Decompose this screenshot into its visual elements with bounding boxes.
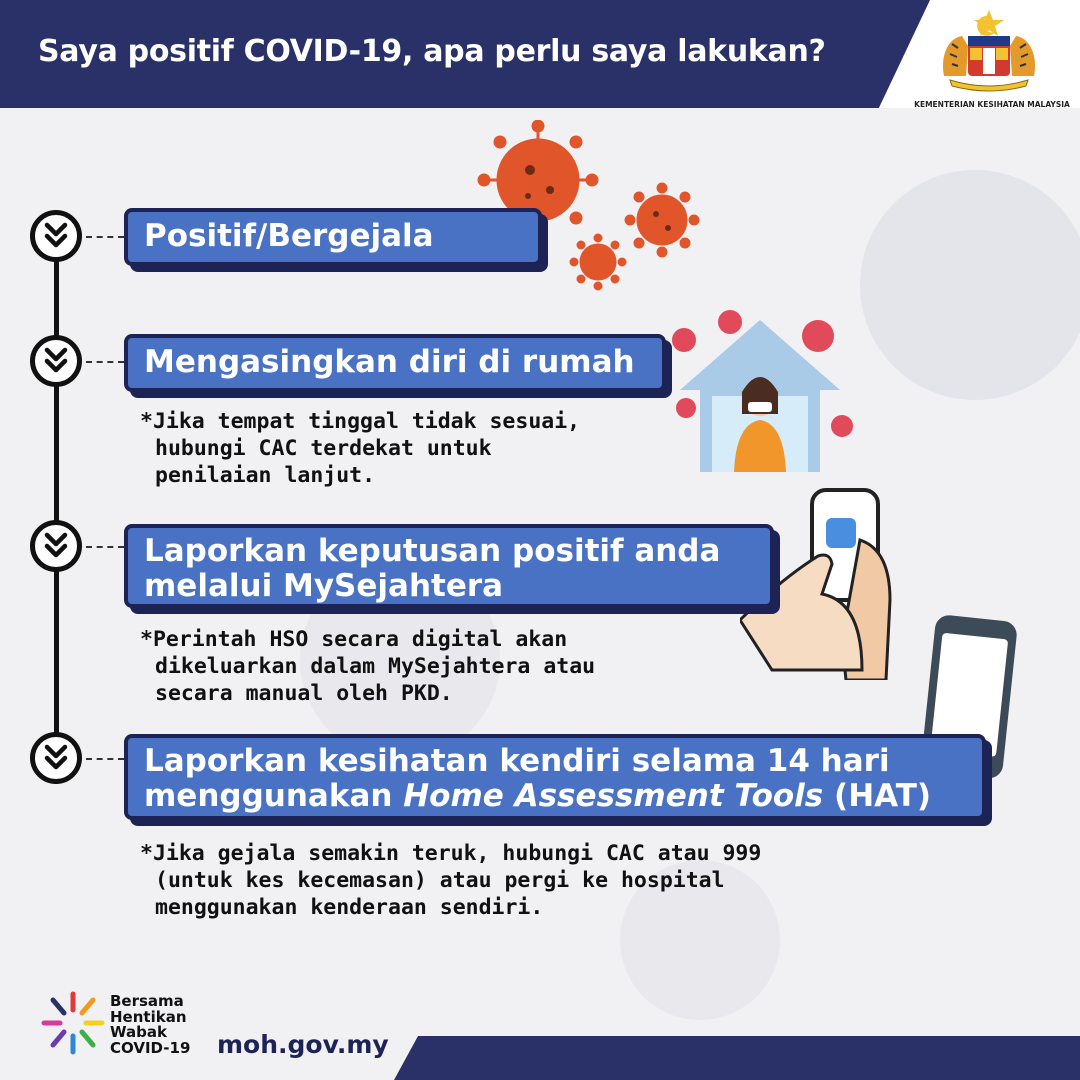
house-isolation-icon bbox=[650, 300, 870, 480]
background-virus-shape bbox=[860, 170, 1080, 400]
step-2-label: Mengasingkan diri di rumah bbox=[124, 334, 666, 392]
chevron-down-icon bbox=[30, 520, 82, 572]
step-2-note: *Jika tempat tinggal tidak sesuai, hubungi CAC terdekat untuk penilaian lanjut. bbox=[140, 409, 581, 488]
website-link[interactable]: moh.gov.my bbox=[217, 1030, 389, 1059]
coat-of-arms-icon bbox=[930, 6, 1048, 94]
ministry-name: KEMENTERIAN KESIHATAN MALAYSIA bbox=[914, 100, 1070, 109]
footer-band bbox=[394, 1036, 1080, 1080]
connector-dash bbox=[86, 236, 124, 238]
page-title: Saya positif COVID-19, apa perlu saya lakukan? bbox=[38, 34, 826, 69]
connector-dash bbox=[86, 361, 124, 363]
step-3-label: Laporkan keputusan positif anda melalui MySejahtera bbox=[124, 524, 774, 608]
connector-dash bbox=[86, 546, 124, 548]
hat-italic: Home Assessment Tools bbox=[403, 778, 824, 814]
step-3-note: *Perintah HSO secara digital akan dikeluarkan dalam MySejahtera atau secara manual oleh PKD. bbox=[140, 627, 596, 706]
campaign-text: Bersama Hentikan Wabak COVID-19 bbox=[110, 992, 191, 1057]
step-1-label: Positif/Bergejala bbox=[124, 208, 542, 266]
chevron-down-icon bbox=[30, 210, 82, 262]
chevron-down-icon bbox=[30, 335, 82, 387]
step-4-note: *Jika gejala semakin teruk, hubungi CAC atau 999 (untuk kes kecemasan) atau pergi ke hospital menggunakan kenderaan sendiri. bbox=[140, 841, 762, 920]
step-4-label: Laporkan kesihatan kendiri selama 14 hari menggunakan Home Assessment Tools (HAT) bbox=[124, 734, 986, 820]
timeline-line bbox=[54, 240, 59, 760]
chevron-down-icon bbox=[30, 732, 82, 784]
connector-dash bbox=[86, 758, 124, 760]
campaign-logo-icon bbox=[40, 990, 106, 1056]
